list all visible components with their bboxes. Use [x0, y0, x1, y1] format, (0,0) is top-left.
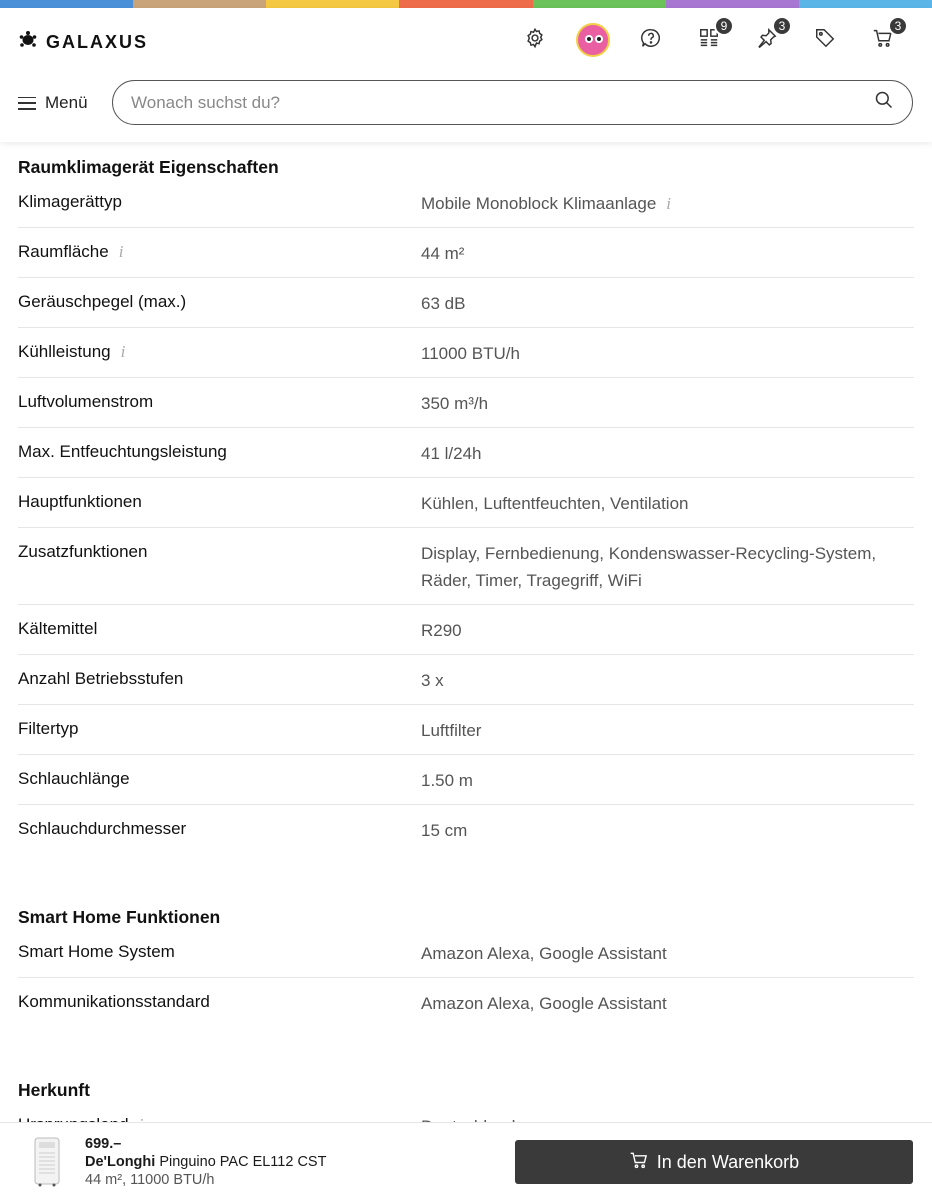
spec-value-cell [421, 928, 914, 977]
logo-text: GALAXUS [46, 32, 149, 52]
spec-key-cell [18, 278, 421, 327]
section-title: Herkunft [18, 1080, 90, 1100]
product-title[interactable] [85, 1153, 326, 1171]
spec-key: Kommunikationsstandard [18, 992, 210, 1011]
add-to-cart-button[interactable] [515, 1140, 913, 1184]
spec-key: Kühlleistung [18, 342, 111, 361]
spec-row [18, 928, 914, 978]
tag-icon [814, 27, 836, 54]
spec-value: 11000 BTU/h [421, 344, 520, 363]
section-title: Raumklimagerät Eigenschaften [18, 157, 279, 177]
search-bar[interactable] [112, 80, 913, 125]
info-icon[interactable]: i [120, 342, 126, 361]
search-input[interactable] [131, 93, 874, 113]
wishlist-count-badge: 3 [772, 16, 792, 36]
spec-key-cell [18, 978, 421, 1028]
brand-color-segment [666, 0, 799, 8]
brand-color-segment [266, 0, 399, 8]
spec-key: Luftvolumenstrom [18, 392, 154, 411]
spec-value: Mobile Monoblock Klimaanlage [421, 194, 657, 213]
cart-count-badge: 3 [888, 16, 908, 36]
product-summary [85, 1135, 326, 1189]
wishlist-button[interactable] [738, 19, 796, 58]
spec-value-cell [421, 655, 914, 704]
gear-icon [524, 27, 546, 54]
brand-color-strip [0, 0, 932, 8]
spec-key: Filtertyp [18, 719, 79, 738]
spec-row [18, 328, 914, 378]
specifications [18, 142, 914, 1151]
spec-table [18, 178, 914, 855]
spec-value: 15 cm [421, 821, 468, 840]
spec-row [18, 378, 914, 428]
spec-row [18, 428, 914, 478]
spec-value-cell [421, 278, 914, 327]
spec-value: 44 m² [421, 244, 465, 263]
cart-icon [629, 1150, 649, 1175]
spec-key: Anzahl Betriebsstufen [18, 669, 184, 688]
search-icon[interactable] [874, 90, 894, 115]
settings-button[interactable] [506, 22, 564, 58]
product-price: 699.– [85, 1136, 122, 1152]
spec-row [18, 978, 914, 1028]
menu-label: Menü [45, 93, 88, 112]
user-account-button[interactable] [564, 22, 622, 58]
spec-row [18, 655, 914, 705]
spec-key: Schlauchlänge [18, 769, 130, 788]
spec-key-cell [18, 378, 421, 427]
spec-value: R290 [421, 621, 462, 640]
spec-table [18, 928, 914, 1028]
compare-count-badge: 9 [714, 16, 734, 36]
spec-key-cell [18, 655, 421, 704]
spec-row [18, 755, 914, 805]
spec-value: 1.50 m [421, 771, 473, 790]
spec-value-cell [421, 178, 914, 227]
brand-color-segment [0, 0, 133, 8]
spec-key: Kältemittel [18, 619, 98, 638]
spec-value-cell [421, 378, 914, 427]
product-subtitle: 44 m², 11000 BTU/h [85, 1172, 215, 1188]
avatar [576, 23, 610, 57]
info-icon[interactable]: i [666, 194, 672, 213]
spec-key-cell [18, 528, 421, 604]
spec-value: Amazon Alexa, Google Assistant [421, 994, 667, 1013]
section-title: Smart Home Funktionen [18, 907, 221, 927]
spec-row [18, 178, 914, 228]
spec-key-cell [18, 428, 421, 477]
spec-key: Max. Entfeuchtungsleistung [18, 442, 227, 461]
spec-row [18, 528, 914, 605]
spec-key-cell [18, 478, 421, 527]
spec-row [18, 228, 914, 278]
spec-key: Schlauchdurchmesser [18, 819, 187, 838]
spec-key: Raumfläche [18, 242, 109, 261]
site-header [0, 8, 932, 142]
spec-value-cell [421, 605, 914, 654]
brand-color-segment [533, 0, 666, 8]
spec-value-cell [421, 705, 914, 754]
product-name: Pinguino PAC EL112 CST [159, 1154, 327, 1170]
spec-row [18, 605, 914, 655]
spec-row [18, 705, 914, 755]
spec-value: Luftfilter [421, 721, 482, 740]
spec-key: Hauptfunktionen [18, 492, 142, 511]
product-thumbnail[interactable] [32, 1137, 62, 1187]
compare-button[interactable] [680, 19, 738, 58]
spec-key-cell [18, 605, 421, 654]
info-icon[interactable]: i [118, 242, 124, 261]
spec-value: Amazon Alexa, Google Assistant [421, 944, 667, 963]
spec-key-cell [18, 705, 421, 754]
spec-value-cell [421, 478, 914, 527]
spec-key: Smart Home System [18, 942, 175, 961]
spec-key-cell [18, 928, 421, 977]
sticky-buy-bar [0, 1122, 932, 1200]
brand-color-segment [399, 0, 532, 8]
question-icon [640, 27, 662, 54]
spec-value-cell [421, 228, 914, 277]
spec-key-cell [18, 328, 421, 377]
spec-value-cell [421, 805, 914, 855]
hamburger-icon [18, 97, 36, 110]
spec-value-cell [421, 528, 914, 604]
spec-value: Kühlen, Luftentfeuchten, Ventilation [421, 494, 689, 513]
spec-value-cell [421, 755, 914, 804]
spec-value: 3 x [421, 671, 444, 690]
add-to-cart-label: In den Warenkorb [656, 1151, 800, 1172]
spec-value: Display, Fernbedienung, Kondenswasser-Recycling-System, Räder, Timer, Tragegriff, WiFi [421, 544, 877, 590]
spec-value: 350 m³/h [421, 394, 489, 413]
brand-color-segment [799, 0, 932, 8]
spec-key-cell [18, 178, 421, 227]
spec-key-cell [18, 805, 421, 855]
spec-row [18, 278, 914, 328]
menu-button[interactable] [18, 93, 88, 113]
spec-value: 63 dB [421, 294, 466, 313]
spec-key: Klimagerättyp [18, 192, 122, 211]
spec-value: 41 l/24h [421, 444, 482, 463]
spec-value-cell [421, 328, 914, 377]
spec-value-cell [421, 428, 914, 477]
brand-color-segment [133, 0, 266, 8]
spec-key: Zusatzfunktionen [18, 542, 148, 561]
spec-key: Geräuschpegel (max.) [18, 292, 187, 311]
spec-value-cell [421, 978, 914, 1028]
spec-key-cell [18, 755, 421, 804]
cart-button[interactable] [854, 19, 912, 58]
header-actions [506, 19, 912, 58]
spec-key-cell [18, 228, 421, 277]
turtle-icon [18, 30, 38, 55]
galaxus-logo[interactable] [18, 30, 148, 55]
spec-row [18, 805, 914, 855]
product-brand: De'Longhi [85, 1154, 156, 1170]
spec-row [18, 478, 914, 528]
help-button[interactable] [622, 22, 680, 58]
deals-button[interactable] [796, 22, 854, 58]
